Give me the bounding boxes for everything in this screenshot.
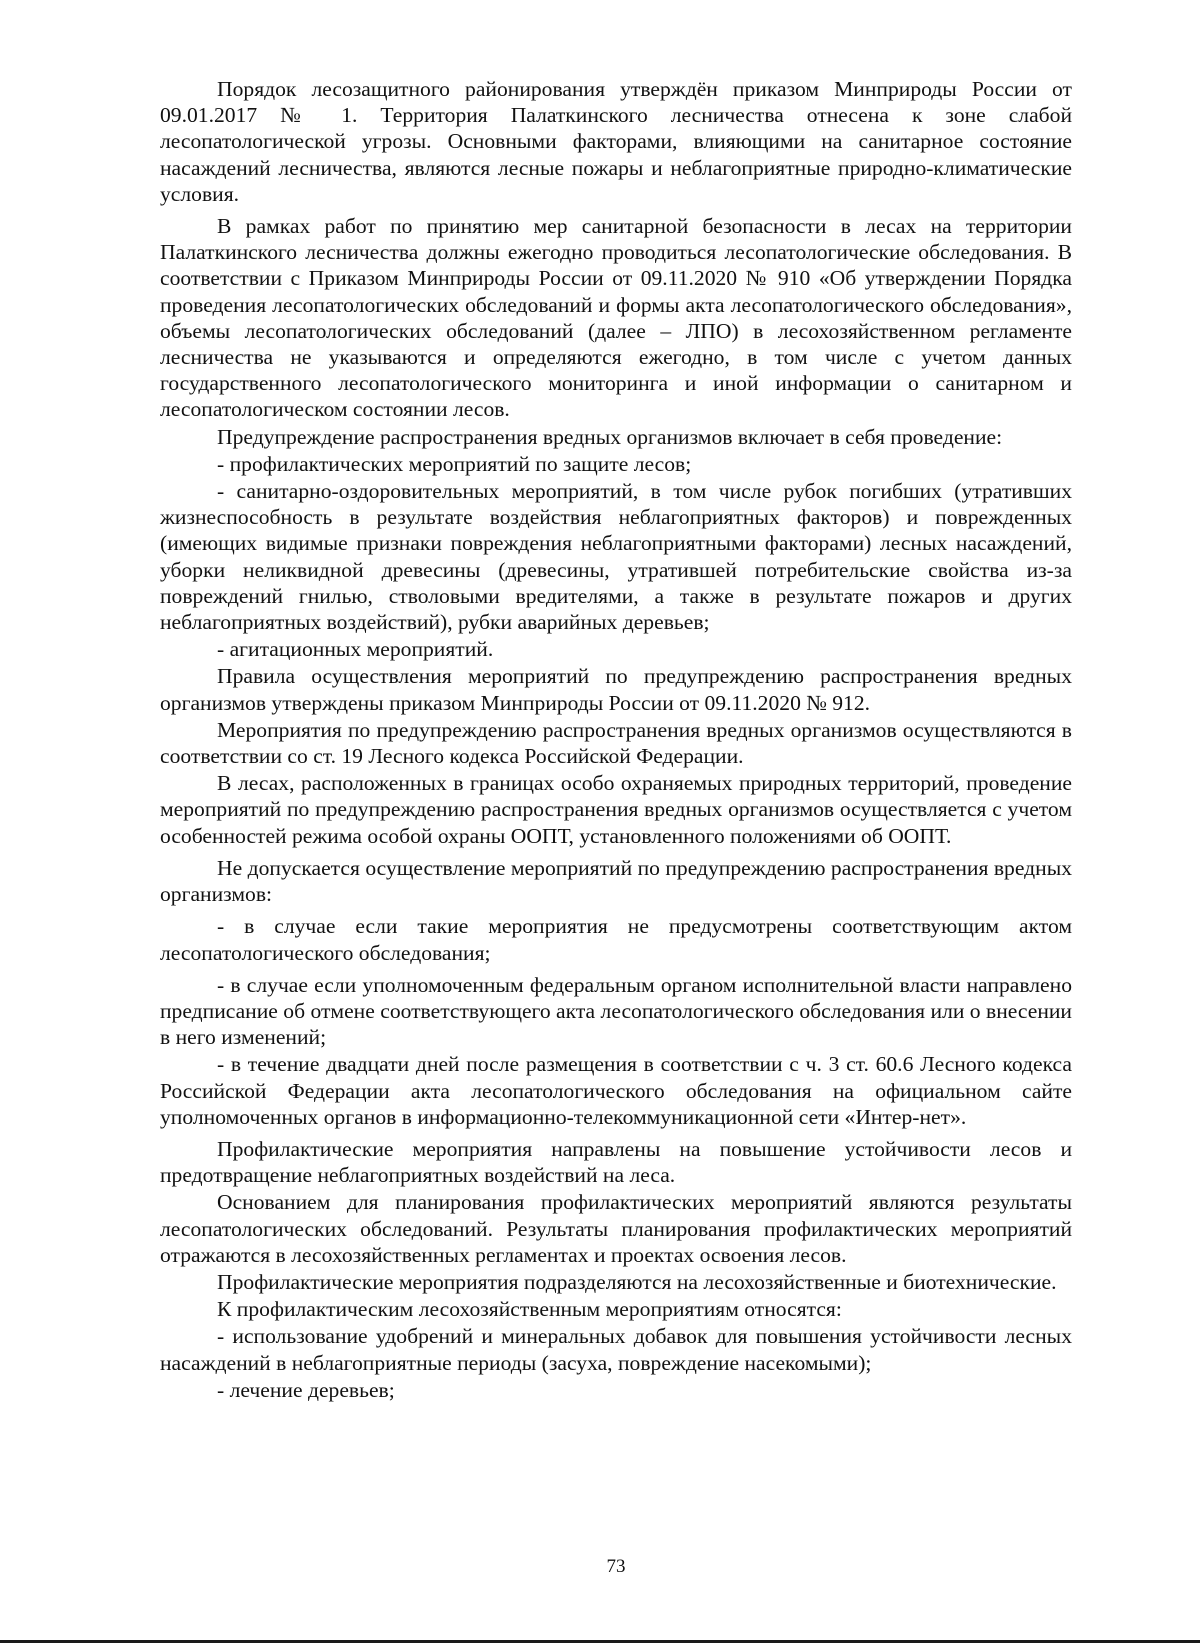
document-body [160,76,1072,1404]
list-item-prescription: - в случае если уполномоченным федеральным органом исполнительной власти направлено предписание об отмене соответствующего акта лесопатологического обследования или о внесении в него изменений; [160,972,1072,1050]
paragraph-preventive-goal: Профилактические мероприятия направлены на повышение устойчивости лесов и предотвращение неблагоприятных воздействий на леса. [160,1136,1072,1188]
list-item-twenty-days: - в течение двадцати дней после размещения в соответствии с ч. 3 ст. 60.6 Лесного кодекса Российской Федерации акта лесопатологического обследования на официальном сайте уполномоченных органов в информационно-телекоммуникационной сети «Интер-нет». [160,1052,1072,1129]
paragraph-forest-code: Мероприятия по предупреждению распространения вредных организмов осуществляются в соответствии со ст. 19 Лесного кодекса Российской Федерации. [160,717,1072,769]
paragraph-subdivision: Профилактические мероприятия подразделяются на лесохозяйственные и биотехнические. [217,1269,1057,1294]
list-item-tree-treatment: - лечение деревьев; [217,1377,395,1402]
paragraph-zoning: Порядок лесозащитного районирования утверждён приказом Минприроды России от 09.01.2017 № 1. Территория Палаткинского лесничества отнесена к зоне слабой лесопатологической угрозы. Основными факторами, влияющими на санитарное состояние насаждений лесничества, являются лесные пожары и неблагоприятные природно-климатические условия. [160,77,1072,206]
list-item-sanitary: - санитарно-оздоровительных мероприятий, в том числе рубок погибших (утративших жизнеспособность в результате воздействия неблагоприятных факторов) и поврежденных (имеющих видимые признаки повреждения неблагоприятными факторами) лесных насаждений, уборки неликвидной древесины (древесины, утратившей потребительские свойства из-за повреждений гнилью, стволовыми вредителями, а также в результате пожаров и других неблагоприятных воздействий), рубки аварийных деревьев; [160,479,1072,635]
list-item-fertilizers: - использование удобрений и минеральных добавок для повышения устойчивости лесных насаждений в неблагоприятные периоды (засуха, повреждение насекомыми); [160,1324,1072,1375]
page-bottom-rule [0,1640,1200,1643]
list-item-agitation: - агитационных мероприятий. [217,637,494,662]
paragraph-sanitary-measures: В рамках работ по принятию мер санитарной безопасности в лесах на территории Палаткинского лесничества должны ежегодно проводиться лесопатологические обследования. В соответствии с Приказом Минприроды России от 09.11.2020 № 910 «Об утверждении Порядка проведения лесопатологических обследований и формы акта лесопатологического обследования», объемы лесопатологических обследований (далее – ЛПО) в лесохозяйственном регламенте лесничества не указываются и определяются ежегодно, в том числе с учетом данных государственного лесопатологического мониторинга и иной информации о санитарном и лесопатологическом состоянии лесов. [160,214,1072,422]
paragraph-rules: Правила осуществления мероприятий по предупреждению распространения вредных организмов утверждены приказом Минприроды России от 09.11.2020 № 912. [160,664,1072,715]
paragraph-protected-areas: В лесах, расположенных в границах особо охраняемых природных территорий, проведение мероприятий по предупреждению распространения вредных организмов осуществляется с учетом особенностей режима особой охраны ООПТ, установленного положениями об ООПТ. [160,771,1072,848]
page-number: 73 [606,1556,626,1577]
paragraph-planning-basis: Основанием для планирования профилактических мероприятий являются результаты лесопатологических обследований. Результаты планирования профилактических мероприятий отражаются в лесохозяйственных регламентах и проектах освоения лесов. [160,1190,1072,1267]
list-item-not-provided: - в случае если такие мероприятия не предусмотрены соответствующим актом лесопатологического обследования; [160,914,1072,965]
paragraph-prevention-intro: Предупреждение распространения вредных организмов включает в себя проведение: [217,424,1003,449]
paragraph-forestry-measures: К профилактическим лесохозяйственным мероприятиям относятся: [217,1297,842,1322]
paragraph-not-allowed: Не допускается осуществление мероприятий по предупреждению распространения вредных организмов: [160,855,1072,907]
list-item-preventive: - профилактических мероприятий по защите лесов; [217,451,692,476]
